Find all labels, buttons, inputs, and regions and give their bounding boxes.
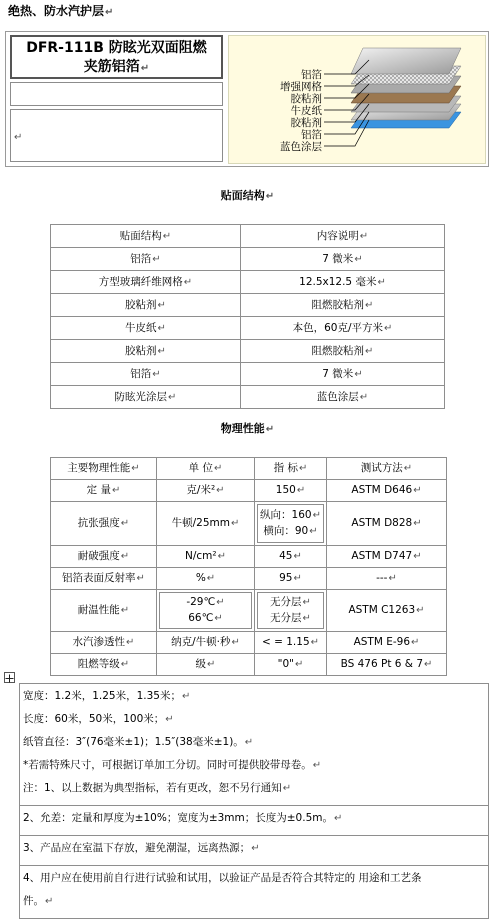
layer-diagram-svg [229,36,485,163]
table-cell: ASTM C1263↵ [327,590,447,632]
product-name-line2: 夹筋铝箔↵ [83,59,150,75]
note-2: 2、允差：定量和厚度为±10%；宽度为±3mm；长度为±0.5m。↵ [23,812,343,824]
table-header-row [51,458,447,480]
note-length: 长度：60米，50米，100米；↵ [23,713,174,725]
table-row [51,340,445,363]
notes-table [19,683,489,919]
table-header-row [51,225,445,248]
table-header-cell: 主要物理性能↵ [51,458,157,480]
diagram-label-foil: 铝箔 [301,129,322,141]
note-custom: *若需特殊尺寸，可根据订单加工分切。同时可提供胶带母卷。↵ [23,759,322,771]
note-1: 注：1、以上数据为典型指标，若有更改，恕不另行通知↵ [23,782,292,794]
table-cell: 蓝色涂层↵ [241,386,445,409]
layer-structure-table [50,224,445,409]
diagram-label-glue: 胶粘剂 [290,117,322,129]
table-row [51,502,447,546]
table-cell: 方型玻璃纤维网格↵ [51,271,241,294]
notes-block-storage [19,836,489,866]
layer-structure-diagram [228,35,486,164]
table-cell: 耐温性能↵ [51,590,157,632]
table-cell: 12.5x12.5 毫米↵ [241,271,445,294]
temp-high: 66℃↵ [188,612,223,624]
nested-cell [257,504,324,543]
diagram-label-kraft: 牛皮纸 [290,105,322,117]
table-cell: 7 微米↵ [241,363,445,386]
product-name-line1: DFR-111B 防眩光双面阻燃 [26,40,207,56]
table-row [51,317,445,340]
table-cell: 级↵ [157,654,255,676]
table-cell: 定 量↵ [51,480,157,502]
product-name-box [10,35,223,79]
table-cell: 水汽渗透性↵ [51,632,157,654]
table-cell: 150↵ [255,480,327,502]
table-row [51,654,447,676]
table-cell: ASTM E-96↵ [327,632,447,654]
table-cell [255,590,327,632]
diagram-label-glue: 胶粘剂 [290,93,322,105]
table-cell: 牛皮纸↵ [51,317,241,340]
table-cell: 95↵ [255,568,327,590]
note-core: 纸管直径：3″(76毫米±1)；1.5″(38毫米±1)。↵ [23,736,254,748]
table-row [51,632,447,654]
table-row [51,363,445,386]
table-row [51,294,445,317]
note-3: 3、产品应在室温下存放，避免潮湿，远离热源；↵ [23,842,260,854]
table-cell: ASTM D828↵ [327,502,447,546]
table-cell: ---↵ [327,568,447,590]
diagram-label-foil: 铝箔 [301,69,322,81]
temp-result-high: 无分层↵ [270,612,311,624]
table-cell: 纳克/牛顿·秒↵ [157,632,255,654]
table-cell: %↵ [157,568,255,590]
physical-properties-table [50,457,447,676]
table-cell: 胶粘剂↵ [51,294,241,317]
table-cell: 铝箔↵ [51,248,241,271]
table-row [51,386,445,409]
table-cell: 牛顿/25mm↵ [157,502,255,546]
note-width: 宽度：1.2米，1.25米，1.35米；↵ [23,690,191,702]
table-cell: 阻燃胶粘剂↵ [241,294,445,317]
table-row [51,546,447,568]
notes-block-tolerance [19,806,489,836]
notes-block-dimensions [19,683,489,806]
nested-cell [257,592,324,629]
table-cell: 铝箔表面反射率↵ [51,568,157,590]
table-move-handle-icon[interactable] [4,672,15,683]
table-cell: 胶粘剂↵ [51,340,241,363]
page-title: 绝热、防水汽护层↵ [8,4,114,18]
table-cell: BS 476 Pt 6 & 7↵ [327,654,447,676]
table-row [51,271,445,294]
table-header-cell: 指 标↵ [255,458,327,480]
table-cell [255,502,327,546]
physical-properties-title: 物理性能↵ [220,422,275,435]
table-row [51,568,447,590]
table-row [51,590,447,632]
table-cell: ASTM D747↵ [327,546,447,568]
layer-structure-title: 贴面结构↵ [220,189,275,202]
notes-block-usage [19,866,489,919]
table-cell: "0"↵ [255,654,327,676]
temp-result-low: 无分层↵ [270,596,311,608]
table-cell: 7 微米↵ [241,248,445,271]
table-row [51,248,445,271]
table-cell: 45↵ [255,546,327,568]
table-cell: 抗张强度↵ [51,502,157,546]
table-cell: 防眩光涂层↵ [51,386,241,409]
table-cell: 铝箔↵ [51,363,241,386]
table-row [51,480,447,502]
note-4-line1: 4、用户应在使用前自行进行试验和试用，以验证产品是否符合其特定的 用途和工艺条 [23,872,422,884]
table-cell: 耐破强度↵ [51,546,157,568]
table-cell: ASTM D646↵ [327,480,447,502]
table-cell: 本色，60克/平方米↵ [241,317,445,340]
temp-low: -29℃↵ [186,596,225,608]
table-cell: < = 1.15↵ [255,632,327,654]
nested-cell [159,592,252,629]
diagram-label-mesh: 增强网格 [280,81,322,93]
table-header-cell: 内容说明↵ [241,225,445,248]
table-header-cell: 测试方法↵ [327,458,447,480]
table-cell: 阻燃胶粘剂↵ [241,340,445,363]
diagram-label-blue-coating: 蓝色涂层 [280,141,322,153]
empty-cell [10,82,223,106]
table-cell: 克/米²↵ [157,480,255,502]
tensile-md: 纵向：160↵ [260,508,321,521]
table-cell: 阻燃等级↵ [51,654,157,676]
table-cell: N/cm²↵ [157,546,255,568]
table-header-cell: 贴面结构↵ [51,225,241,248]
table-cell [157,590,255,632]
layer-foil-top [351,48,461,74]
table-header-cell: 单 位↵ [157,458,255,480]
tensile-cd: 横向：90↵ [263,525,318,538]
note-4-line2: 件。↵ [23,895,54,907]
empty-cell: ↵ [10,109,223,162]
